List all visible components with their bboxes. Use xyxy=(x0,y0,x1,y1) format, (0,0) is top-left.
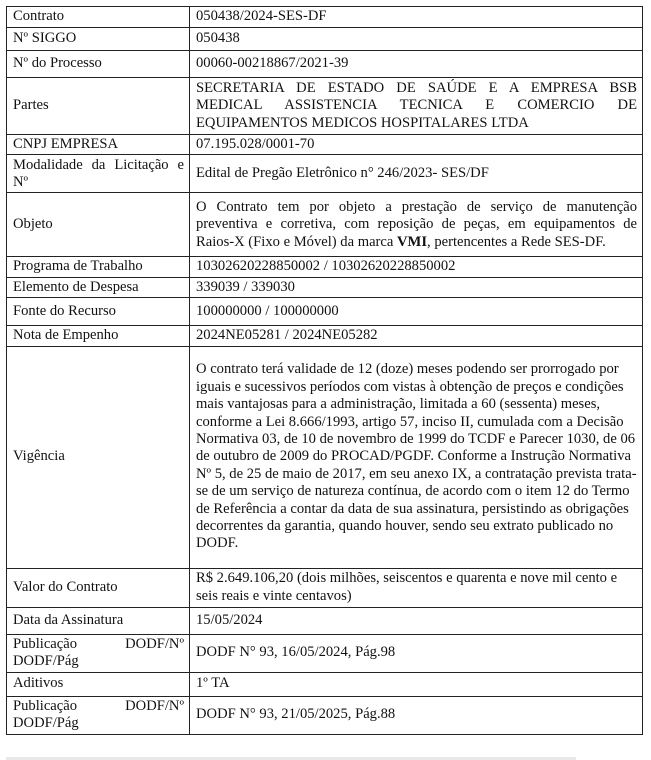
label-valor: Valor do Contrato xyxy=(7,568,190,607)
label-publicacao-2-c: DODF/Pág xyxy=(13,715,79,732)
row-processo xyxy=(7,51,643,78)
label-contrato: Contrato xyxy=(7,7,190,28)
row-publicacao-1 xyxy=(7,634,643,672)
label-processo: Nº do Processo xyxy=(7,51,190,78)
label-assinatura: Data da Assinatura xyxy=(7,607,190,634)
objeto-text-start: O Contrato tem por objeto a prestação de serviço de manutenção preventiva e corretiva, com reposição de peças, em equipamentos de Raios-X (Fixo e Móvel) da marca xyxy=(196,198,637,250)
row-modalidade xyxy=(7,155,643,193)
label-elemento: Elemento de Despesa xyxy=(7,277,190,297)
value-assinatura: 15/05/2024 xyxy=(190,607,643,634)
row-programa xyxy=(7,257,643,277)
label-publicacao-2-b: DODF/Nº xyxy=(125,697,184,714)
value-empenho: 2024NE05281 / 2024NE05282 xyxy=(190,326,643,346)
contract-table xyxy=(6,6,643,735)
label-publicacao-2-a: Publicação xyxy=(13,697,78,714)
row-assinatura xyxy=(7,607,643,634)
objeto-brand: VMI xyxy=(397,233,428,250)
label-modalidade: Modalidade da Licitação e Nº xyxy=(7,155,190,193)
label-programa: Programa de Trabalho xyxy=(7,257,190,277)
label-empenho: Nota de Empenho xyxy=(7,326,190,346)
label-vigencia: Vigência xyxy=(7,346,190,568)
label-publicacao-1 xyxy=(7,634,190,672)
value-publicacao-2: DODF N° 93, 21/05/2025, Pág.88 xyxy=(190,696,643,734)
row-publicacao-2 xyxy=(7,696,643,734)
value-siggo: 050438 xyxy=(190,28,643,51)
label-partes: Partes xyxy=(7,78,190,135)
row-cnpj xyxy=(7,135,643,155)
label-siggo: Nº SIGGO xyxy=(7,28,190,51)
label-publicacao-1-c: DODF/Pág xyxy=(13,653,79,670)
row-valor xyxy=(7,568,643,607)
value-objeto xyxy=(190,193,643,257)
value-cnpj: 07.195.028/0001-70 xyxy=(190,135,643,155)
label-fonte: Fonte do Recurso xyxy=(7,298,190,326)
label-publicacao-1-b: DODF/Nº xyxy=(125,635,184,652)
value-programa: 10302620228850002 / 10302620228850002 xyxy=(190,257,643,277)
objeto-text-end: , pertencentes a Rede SES-DF. xyxy=(427,233,606,250)
value-contrato: 050438/2024-SES-DF xyxy=(190,7,643,28)
value-vigencia: O contrato terá validade de 12 (doze) meses podendo ser prorrogado por iguais e sucessivos períodos com vistas à obtenção de preços e condições mais vantajosas para a administração, limitada a 60 (sessenta) meses, conforme a Lei 8.666/1993, artigo 57, inciso II, cumulada com a Decisão Normativa 03, de 10 de novembro de 1999 do TCDF e Parecer 1030, de 06 de outubro de 2009 do PROCAD/PGDF. Conforme a Instrução Normativa Nº 5, de 25 de maio de 2017, em seu anexo IX, a contratação prevista trata-se de um serviço de natureza contínua, de acordo com o item 12 do Termo de Referência a contar da data de sua assinatura, persistindo as obrigações decorrentes da garantia, quando houver, sendo seu extrato publicado no DODF. xyxy=(190,346,643,568)
value-elemento: 339039 / 339030 xyxy=(190,277,643,297)
row-vigencia xyxy=(7,346,643,568)
row-empenho xyxy=(7,326,643,346)
value-partes: SECRETARIA DE ESTADO DE SAÚDE E A EMPRESA BSB MEDICAL ASSISTENCIA TECNICA E COMERCIO DE EQUIPAMENTOS MEDICOS HOSPITALARES LTDA xyxy=(190,78,643,135)
label-publicacao-2 xyxy=(7,696,190,734)
value-valor: R$ 2.649.106,20 (dois milhões, seiscentos e quarenta e nove mil cento e seis reais e vinte centavos) xyxy=(190,568,643,607)
value-aditivos: 1º TA xyxy=(190,672,643,696)
label-cnpj: CNPJ EMPRESA xyxy=(7,135,190,155)
row-contrato xyxy=(7,7,643,28)
value-publicacao-1: DODF N° 93, 16/05/2024, Pág.98 xyxy=(190,634,643,672)
label-publicacao-1-a: Publicação xyxy=(13,635,78,652)
row-aditivos xyxy=(7,672,643,696)
label-aditivos: Aditivos xyxy=(7,672,190,696)
row-partes xyxy=(7,78,643,135)
value-processo: 00060-00218867/2021-39 xyxy=(190,51,643,78)
value-fonte: 100000000 / 100000000 xyxy=(190,298,643,326)
row-fonte xyxy=(7,298,643,326)
row-objeto xyxy=(7,193,643,257)
row-siggo xyxy=(7,28,643,51)
row-elemento xyxy=(7,277,643,297)
label-objeto: Objeto xyxy=(7,193,190,257)
contract-summary-sheet xyxy=(6,6,643,735)
value-modalidade: Edital de Pregão Eletrônico n° 246/2023- SES/DF xyxy=(190,155,643,193)
